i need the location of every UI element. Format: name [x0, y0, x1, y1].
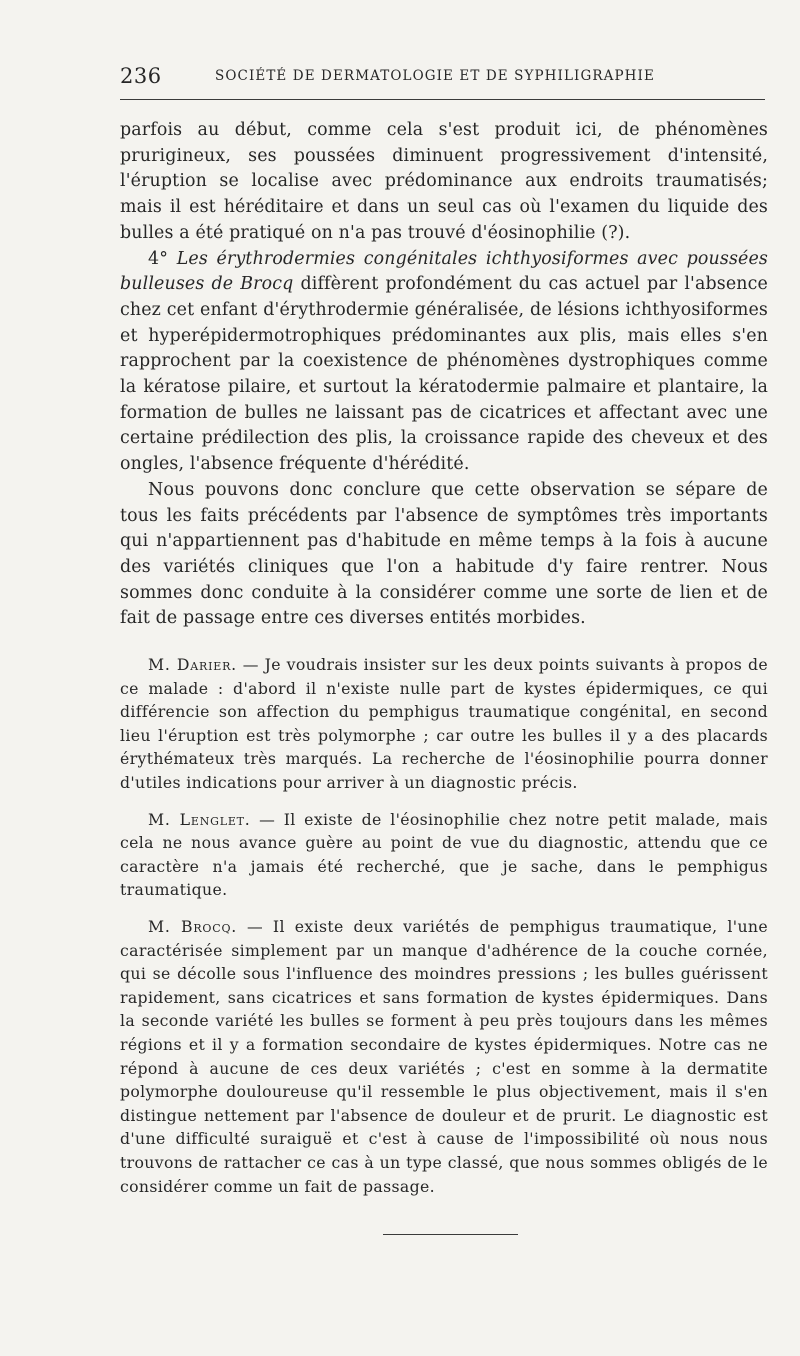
page-number: 236 [120, 64, 162, 88]
section-end-rule [383, 1234, 518, 1235]
running-title: SOCIÉTÉ DE DERMATOLOGIE ET DE SYPHILIGRAPHIE [215, 68, 655, 84]
discussion-remarks [120, 653, 768, 1198]
speaker-name: M. Lenglet. [148, 809, 251, 829]
remark-lenglet [120, 808, 768, 902]
remark-text: — Il existe de l'éosinophilie chez notre petit malade, mais cela ne nous avance guère au point de vue du diagnostic, attendu que ce caractère n'a jamais été recherché, que je sache, dans le pemphigus traumatique. [120, 809, 768, 900]
paragraph-text: diffèrent profondément du cas actuel par l'absence chez cet enfant d'érythrodermie généralisée, de lésions ichthyosiformes et hyperépidermotrophiques prédominantes aux plis, mais elles s'en rapprochent par la coexistence de phénomènes dystrophiques comme la kératose pilaire, et surtout la kératodermie palmaire et plantaire, la formation de bulles ne laissant pas de cicatrices et affectant avec une certaine prédilection des plis, la croissance rapide des cheveux et des ongles, l'absence fréquente d'hérédité. [120, 274, 768, 475]
list-number: 4° [148, 248, 177, 269]
remark-text: — Il existe deux variétés de pemphigus traumatique, l'une caractérisée simplement par un manque d'adhérence de la couche cornée, qui se décolle sous l'influence des moindres pressions ; les bulles guérissent rapidement, sans cicatrices et sans formation de kystes épidermiques. Dans la seconde variété les bulles se forment à peu près toujours dans les mêmes régions et il y a formation secondaire de kystes épidermiques. Notre cas ne répond à aucune de ces deux variétés ; c'est en somme à la dermatite polymorphe douloureuse qu'il ressemble le plus objectivement, mais il s'en distingue nettement par l'absence de douleur et de prurit. Le diagnostic est d'une difficulté suraiguë et c'est à cause de l'impossibilité où nous nous trouvons de rattacher ce cas à un type classé, que nous sommes obligés de le considérer comme un fait de passage. [120, 917, 768, 1196]
remark-darier [120, 653, 768, 795]
main-text [120, 118, 768, 632]
paragraph-continuation: parfois au début, comme cela s'est produit ici, de phénomènes prurigineux, ses poussées diminuent progressivement d'intensité, l'éruption se localise avec prédominance aux endroits traumatisés; mais il est héréditaire et dans un seul cas où l'examen du liquide des bulles a été pratiqué on n'a pas trouvé d'éosinophilie (?). [120, 120, 768, 243]
remark-text: — Je voudrais insister sur les deux points suivants à propos de ce malade : d'abord il n'existe nulle part de kystes épidermiques, ce qui différencie son affection du pemphigus traumatique congénital, en second lieu l'éruption est très polymorphe ; car outre les bulles il y a des placards érythémateux très marqués. La recherche de l'éosinophilie pourra donner d'utiles indications pour arriver à un diagnostic précis. [120, 655, 768, 793]
speaker-name: M. Brocq. [148, 917, 238, 936]
paragraph-brocq-erythrodermies [120, 247, 768, 478]
article-body [120, 118, 768, 1211]
page-header [120, 62, 765, 90]
speaker-name: M. Darier. [148, 655, 237, 675]
paragraph-conclusion: Nous pouvons donc conclure que cette observation se sépare de tous les faits précédents par l'absence de symptômes très importants qui n'appartiennent pas d'habitude en même temps à la fois à aucune des variétés cliniques que l'on a habitude d'y faire rentrer. Nous sommes donc conduite à la considérer comme une sorte de lien et de fait de passage entre ces diverses entités morbides. [120, 479, 768, 629]
header-rule [120, 99, 765, 100]
italic-disease-name: Les érythrodermies congénitales ichthyosiformes avec poussées bulleuses de Brocq [120, 248, 768, 295]
remark-brocq [120, 915, 768, 1198]
